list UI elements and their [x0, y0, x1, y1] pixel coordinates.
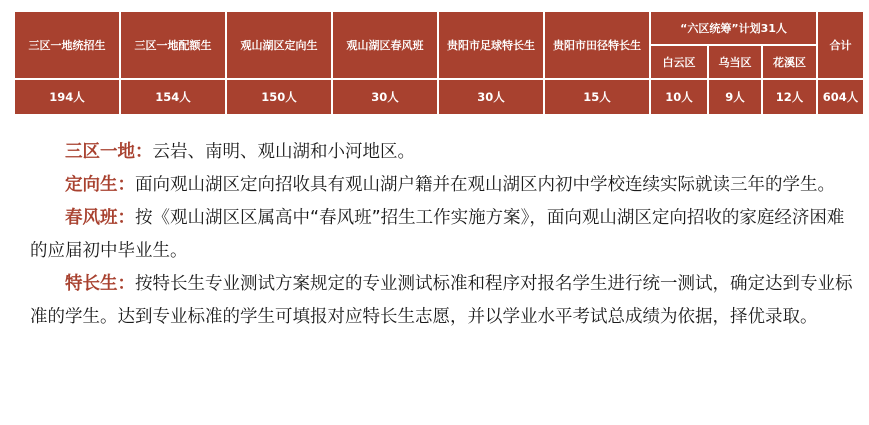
value-cell: 154人: [120, 79, 226, 115]
value-cell: 150人: [226, 79, 332, 115]
note-term: 三区一地：: [65, 142, 153, 162]
value-cell: 12人: [762, 79, 817, 115]
note-text: 按特长生专业测试方案规定的专业测试标准和程序对报名学生进行统一测试，确定达到专业标准的学生。达到专业标准的学生可填报对应特长生志愿，并以学业水平考试总成绩为依据，择优录取。: [30, 274, 853, 327]
note-paragraph: [30, 268, 860, 334]
note-term: 春风班：: [65, 208, 135, 228]
total-value-cell: 604人: [817, 79, 864, 115]
value-cell: 194人: [14, 79, 120, 115]
note-text: 云岩、南明、观山湖和小河地区。: [152, 142, 415, 162]
value-cell: 9人: [708, 79, 762, 115]
enrollment-quota-table: [13, 10, 865, 116]
note-text: 按《观山湖区区属高中“春风班”招生工作实施方案》，面向观山湖区定向招收的家庭经济困难的应届初中毕业生。: [30, 208, 845, 261]
value-cell: 10人: [650, 79, 708, 115]
note-paragraph: [30, 136, 860, 169]
subheader-cell: 白云区: [650, 45, 708, 79]
note-term: 特长生：: [65, 274, 135, 294]
note-text: 面向观山湖区定向招收具有观山湖户籍并在观山湖区内初中学校连续实际就读三年的学生。: [135, 175, 835, 195]
definitions-notes: [30, 136, 860, 334]
table-row: [14, 79, 864, 115]
header-cell: 贵阳市田径特长生: [544, 11, 650, 79]
group-header-cell: “六区统筹”计划31人: [650, 11, 817, 45]
note-paragraph: [30, 169, 860, 202]
header-cell: 观山湖区春风班: [332, 11, 438, 79]
subheader-cell: 花溪区: [762, 45, 817, 79]
value-cell: 15人: [544, 79, 650, 115]
header-cell: 三区一地配额生: [120, 11, 226, 79]
value-cell: 30人: [438, 79, 544, 115]
total-header-cell: 合计: [817, 11, 864, 79]
note-paragraph: [30, 202, 860, 268]
header-cell: 三区一地统招生: [14, 11, 120, 79]
note-term: 定向生：: [65, 175, 135, 195]
header-cell: 贵阳市足球特长生: [438, 11, 544, 79]
subheader-cell: 乌当区: [708, 45, 762, 79]
header-cell: 观山湖区定向生: [226, 11, 332, 79]
value-cell: 30人: [332, 79, 438, 115]
